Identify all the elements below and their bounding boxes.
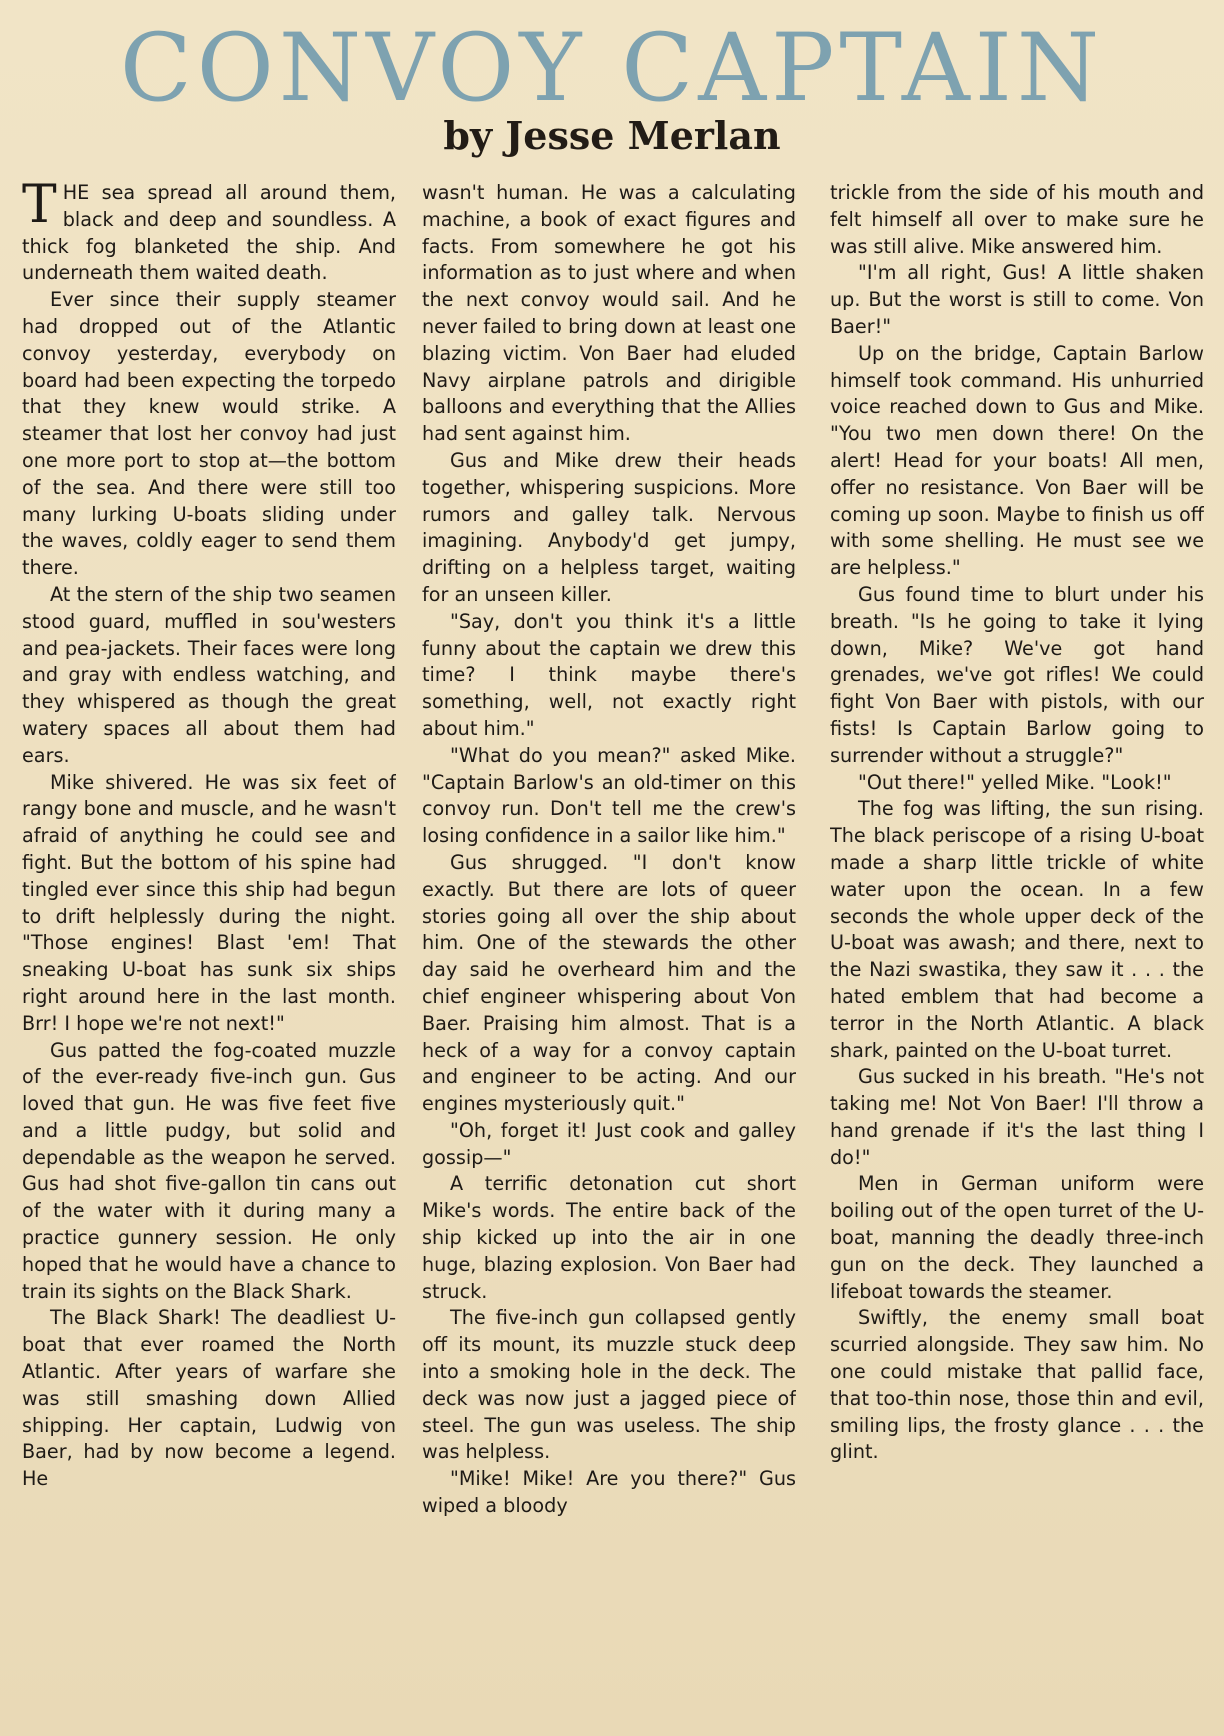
paragraph: "Oh, forget it! Just cook and galley gossip—" bbox=[422, 1118, 796, 1169]
text-column-1 bbox=[22, 180, 396, 1728]
paragraph: "I'm all right, Gus! A little shaken up. But the worst is still to come. Von Baer!" bbox=[830, 261, 1204, 338]
story-byline: by Jesse Merlan bbox=[443, 113, 781, 158]
paragraph: "Out there!" yelled Mike. "Look!" bbox=[858, 770, 1172, 794]
continued-paragraph: trickle from the side of his mouth and felt himself all over to make sure he was still alive. Mike answered him. bbox=[830, 181, 1204, 258]
paragraph: The five-inch gun collapsed gently off its mount, its muzzle stuck deep into a smoking hole in the deck. The deck was now just a jagged piece of steel. The gun was useless. The ship was helpless. bbox=[422, 1306, 796, 1464]
paragraph: "Mike! Mike! Are you there?" Gus wiped a bloody bbox=[422, 1467, 796, 1518]
story-title: CONVOY CAPTAIN bbox=[119, 14, 1105, 123]
paragraph: "What do you mean?" asked Mike. "Captain Barlow's an old-timer on this convoy run. Don't tell me the crew's losing confidence in a sailor like him." bbox=[422, 743, 796, 848]
paragraph: A terrific detonation cut short Mike's words. The entire back of the ship kicked up into the air in one huge, blazing explosion. Von Baer had struck. bbox=[422, 1172, 796, 1303]
text-column-2 bbox=[422, 180, 796, 1728]
paragraph: Gus and Mike drew their heads together, whispering suspicions. More rumors and galley talk. Nervous imagining. Anybody'd get jumpy, drifting on a helpless target, waiting for an unseen killer. bbox=[422, 448, 796, 606]
opening-paragraph bbox=[22, 180, 396, 287]
paragraph: Mike shivered. He was six feet of rangy bone and muscle, and he wasn't afraid of anything he could see and fight. But the bottom of his spine had tingled ever since this ship had begun to drift helplessly during the night. "Those engines! Blast 'em! That sneaking U-boat has sunk six ships right around here in the last month. Brr! I hope we're not next!" bbox=[22, 770, 396, 1035]
continued-paragraph: wasn't human. He was a calculating machine, a book of exact figures and facts. From somewhere he got his information as to just where and when the next convoy would sail. And he never failed to bring down at least one blazing victim. Von Baer had eluded Navy airplane patrols and dirigible balloons and everything that the Allies had sent against him. bbox=[422, 181, 796, 446]
paragraph: Ever since their supply steamer had dropped out of the Atlantic convoy yesterday, everybody on board had been expecting the torpedo that they knew would strike. A steamer that lost her convoy had just one more port to stop at—the bottom of the sea. And there were still too many lurking U-boats sliding under the waves, coldly eager to send them there. bbox=[22, 288, 396, 580]
paragraph: At the stern of the ship two seamen stood guard, muffled in sou'westers and pea-jackets. Their faces were long and gray with endless watching, and they whispered as though the great watery spaces all about them had ears. bbox=[22, 582, 396, 767]
paragraph: Gus patted the fog-coated muzzle of the ever-ready five-inch gun. Gus loved that gun. He was five feet five and a little pudgy, but solid and dependable as the weapon he served. Gus had shot five-gallon tin cans out of the water with it during many a practice gunnery session. He only hoped that he would have a chance to train its sights on the Black Shark. bbox=[22, 1038, 396, 1303]
paragraph: Gus shrugged. "I don't know exactly. But there are lots of queer stories going all over the ship about him. One of the stewards the other day said he overheard him and the chief engineer whispering about Von Baer. Praising him almost. That is a heck of a way for a convoy captain and engineer to be acting. And our engines mysteriously quit." bbox=[422, 850, 796, 1116]
paragraph: The Black Shark! The deadliest U-boat that ever roamed the North Atlantic. After years of warfare she was still smashing down Allied shipping. Her captain, Ludwig von Baer, had by now become a legend. He bbox=[22, 1306, 396, 1491]
paragraph: The fog was lifting, the sun rising. The black periscope of a rising U-boat made a sharp little trickle of white water upon the ocean. In a few seconds the whole upper deck of the U-boat was awash; and there, next to the Nazi swastika, they saw it . . . the hated emblem that had become a terror in the North Atlantic. A black shark, painted on the U-boat turret. bbox=[830, 797, 1204, 1062]
opening-paragraph-text: HE sea spread all around them, black and deep and soundless. A thick fog blanketed the ship. And underneath them waited death. bbox=[22, 181, 396, 285]
text-column-3 bbox=[830, 180, 1204, 1728]
paragraph: Swiftly, the enemy small boat scurried alongside. They saw him. No one could mistake that pallid face, that too-thin nose, those thin and evil, smiling lips, the frosty glance . . . the glint. bbox=[830, 1306, 1204, 1464]
paragraph: "Say, don't you think it's a little funny about the captain we drew this time? I think maybe there's something, well, not exactly right about him." bbox=[422, 609, 796, 740]
paragraph: Up on the bridge, Captain Barlow himself took command. His unhurried voice reached down to Gus and Mike. "You two men down there! On the alert! Head for your boats! All men, offer no resistance. Von Baer will be coming up soon. Maybe to finish us off with some shelling. He must see we are helpless." bbox=[830, 341, 1204, 580]
paragraph: Gus sucked in his breath. "He's not taking me! Not Von Baer! I'll throw a hand grenade if it's the last thing I do!" bbox=[830, 1065, 1204, 1169]
paragraph: Gus found time to blurt under his breath. "Is he going to take it lying down, Mike? We've got hand grenades, we've got rifles! We could fight Von Baer with pistols, with our fists! Is Captain Barlow going to surrender without a struggle?" bbox=[830, 582, 1204, 767]
drop-cap: T bbox=[22, 180, 57, 235]
paragraph: Men in German uniform were boiling out of the open turret of the U-boat, manning the deadly three-inch gun on the deck. They launched a lifeboat towards the steamer. bbox=[830, 1172, 1204, 1303]
